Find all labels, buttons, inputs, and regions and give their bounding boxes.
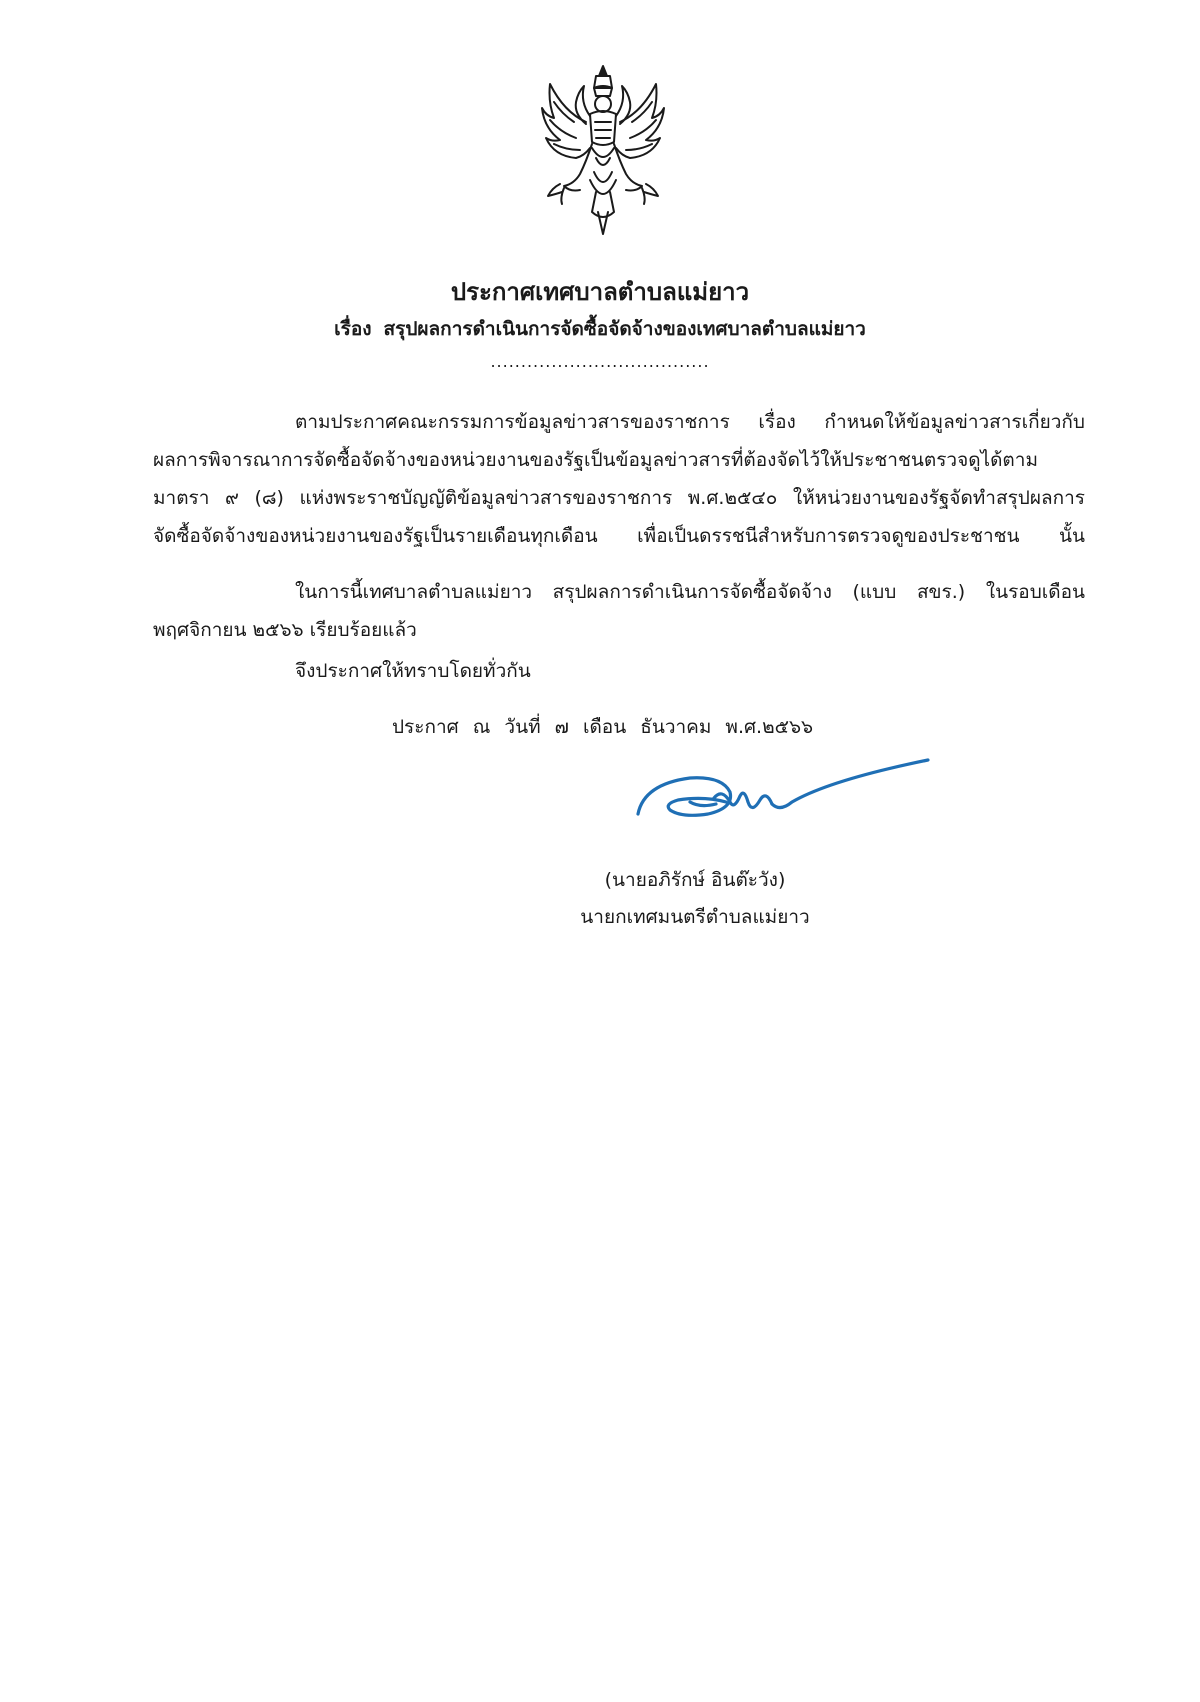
- paragraph-2-line: ในการนี้เทศบาลตำบลแม่ยาว สรุปผลการดำเนินการจัดซื้อจัดจ้าง (แบบ สขร.) ในรอบเดือน: [295, 581, 1085, 603]
- document-subject: [0, 314, 1200, 344]
- subject-text: สรุปผลการดำเนินการจัดซื้อจัดจ้างของเทศบาลตำบลแม่ยาว: [383, 318, 866, 340]
- paragraph-1-line: จัดซื้อจัดจ้างของหน่วยงานของรัฐเป็นรายเดือนทุกเดือน เพื่อเป็นดรรชนีสำหรับการตรวจดูของประชาชน นั้น: [153, 525, 1085, 547]
- paragraph-1-line: มาตรา ๙ (๘) แห่งพระราชบัญญัติข้อมูลข่าวสารของราชการ พ.ศ.๒๕๔๐ ให้หน่วยงานของรัฐจัดทำสรุปผลการ: [153, 487, 1085, 509]
- handwritten-signature-icon: [630, 758, 930, 838]
- garuda-emblem-icon: [540, 62, 666, 238]
- closing-statement: จึงประกาศให้ทราบโดยทั่วกัน: [295, 660, 531, 682]
- signer-name: (นายอภิรักษ์ อินต๊ะวัง): [604, 869, 786, 891]
- paragraph-1: [153, 403, 1085, 555]
- subject-label: เรื่อง: [334, 318, 372, 340]
- announcement-date: ประกาศ ณ วันที่ ๗ เดือน ธันวาคม พ.ศ.๒๕๖๖: [392, 716, 814, 738]
- paragraph-1-line: ผลการพิจารณาการจัดซื้อจัดจ้างของหน่วยงานของรัฐเป็นข้อมูลข่าวสารที่ต้องจัดไว้ให้ประชาชนตรวจดูได้ตาม: [153, 449, 1038, 471]
- paragraph-1-line: ตามประกาศคณะกรรมการข้อมูลข่าวสารของราชการ เรื่อง กำหนดให้ข้อมูลข่าวสารเกี่ยวกับ: [295, 411, 1085, 433]
- paragraph-2-line: พฤศจิกายน ๒๕๖๖ เรียบร้อยแล้ว: [153, 619, 417, 641]
- title-divider: ....................................: [490, 352, 710, 371]
- document-title: ประกาศเทศบาลตำบลแม่ยาว: [450, 278, 750, 306]
- signer-position: นายกเทศมนตรีตำบลแม่ยาว: [580, 906, 810, 928]
- paragraph-2: [153, 573, 1085, 649]
